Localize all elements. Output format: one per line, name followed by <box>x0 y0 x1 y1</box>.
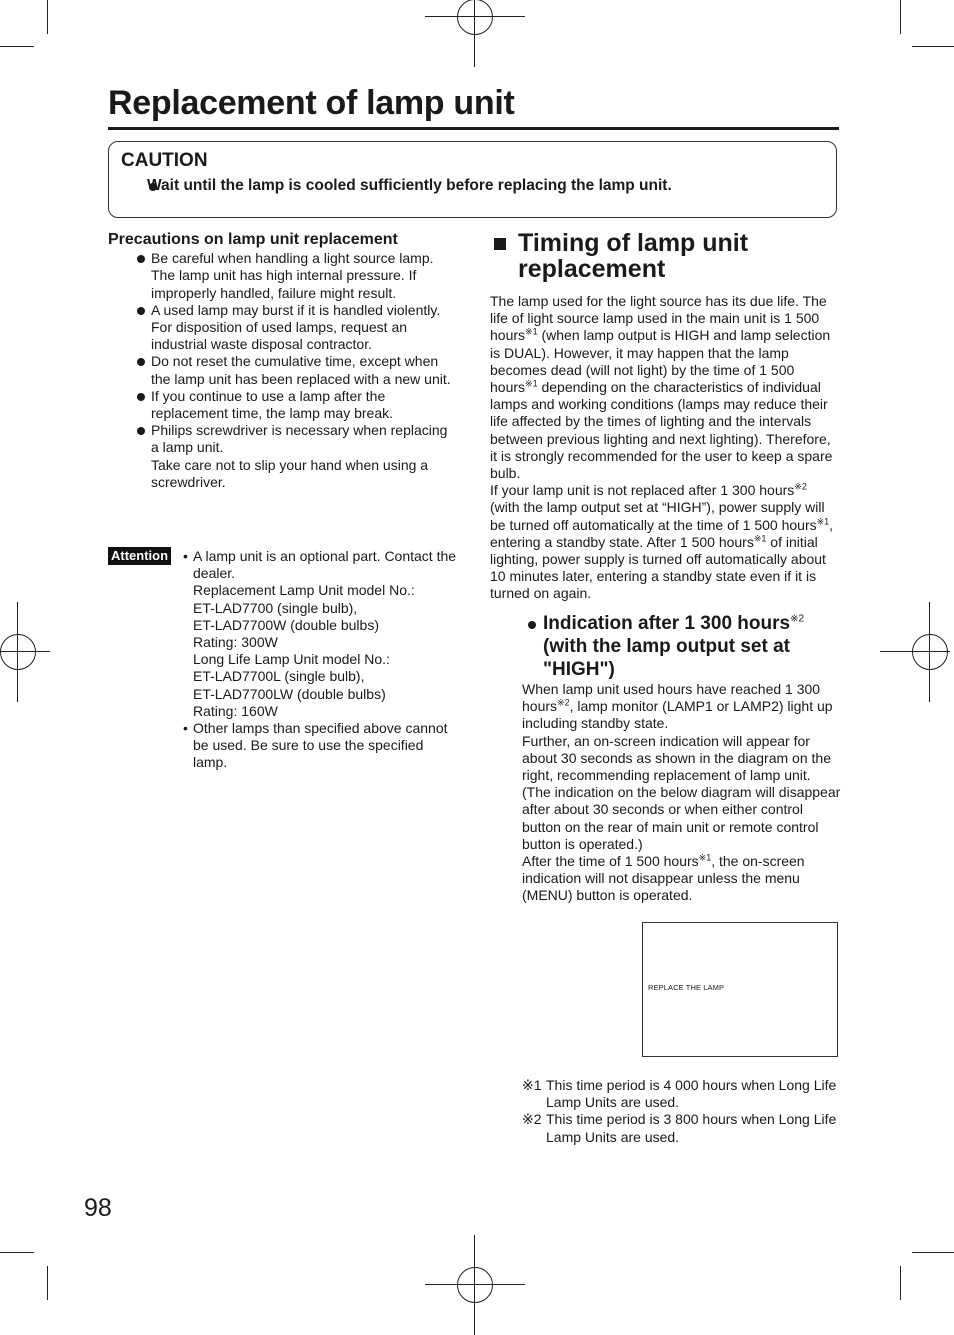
crop-mark <box>912 1252 954 1253</box>
caution-heading: CAUTION <box>121 150 208 171</box>
note-line: ET-LAD7700LW (double bulbs) <box>193 685 386 702</box>
caution-text <box>133 177 672 195</box>
footnote-mark: ※1 <box>522 1077 542 1093</box>
list-item <box>108 353 458 387</box>
onscreen-message: REPLACE THE LAMP <box>648 983 725 992</box>
list-item-line: Be careful when handling a light source lamp. <box>151 250 434 267</box>
text-run: (when lamp output is HIGH and lamp selection is DUAL). However, it may happen that the lamp becomes dead (will not light) by the time of 1 500 hours <box>490 327 831 396</box>
bullet-icon <box>137 255 145 263</box>
page-title: Replacement of lamp unit <box>108 84 515 122</box>
precautions-heading: Precautions on lamp unit replacement <box>108 231 398 248</box>
footnote-ref: ※1 <box>753 533 767 544</box>
footnotes <box>522 1077 842 1146</box>
note-line: ET-LAD7700 (single bulb), <box>193 599 358 616</box>
crop-mark <box>900 0 901 34</box>
note-line: A lamp unit is an optional part. Contact the dealer. <box>193 548 457 582</box>
timing-heading-line: replacement <box>518 255 666 283</box>
bullet-icon <box>137 393 145 401</box>
text-run: depending on the characteristics of individual lamps and working conditions (lamps may reduce their life affected by the times of lighting and the intervals between previous lighting and next lighting). Therefore, it is strongly recommended for the user to keep a spare bulb. <box>490 379 833 482</box>
footnote-ref: ※2 <box>790 613 805 625</box>
list-item <box>108 302 458 354</box>
crop-mark <box>0 1252 34 1253</box>
list-item-line: Do not reset the cumulative time, except when the lamp unit has been replaced with a new unit. <box>151 353 451 387</box>
text-run: The lamp used for the light source has its due life. The life of light source lamp used in the main unit is 1 500 hours <box>490 293 827 344</box>
indication-paragraph-4 <box>522 853 842 905</box>
page-number: 98 <box>84 1194 112 1222</box>
registration-mark-bottom <box>457 1267 493 1303</box>
timing-paragraph-2 <box>490 482 840 602</box>
caution-box <box>108 141 837 218</box>
footnote-text: This time period is 3 800 hours when Long Life Lamp Units are used. <box>546 1111 837 1145</box>
text-run: Indication after 1 300 hours <box>543 613 791 634</box>
text-run: , entering a standby state. After 1 500 hours <box>490 516 834 550</box>
footnote-ref: ※2 <box>794 481 807 492</box>
crop-mark <box>0 46 34 47</box>
footnote <box>522 1111 842 1145</box>
list-item <box>108 388 458 422</box>
text-run: (with the lamp output set at “HIGH”), power supply will be turned off automatically at the time of 1 500 hours <box>490 499 825 533</box>
bullet-icon <box>137 307 145 315</box>
indication-paragraph-1 <box>522 681 842 733</box>
text-run: (with the lamp output set at "HIGH") <box>543 636 790 680</box>
caution-text-content: Wait until the lamp is cooled sufficiently before replacing the lamp unit. <box>147 177 672 194</box>
attention-notes <box>183 548 458 772</box>
precautions-section <box>108 231 458 491</box>
text-run: After the time of 1 500 hours <box>522 853 699 870</box>
list-item-line: For disposition of used lamps, request an industrial waste disposal contractor. <box>151 319 408 353</box>
bullet-icon <box>528 621 536 629</box>
note-line: Replacement Lamp Unit model No.: <box>193 582 415 599</box>
timing-body <box>490 293 840 603</box>
note-line: Rating: 300W <box>193 634 278 651</box>
precautions-list <box>108 250 458 491</box>
indication-paragraph-3: (The indication on the below diagram will disappear after about 30 seconds or when either control button on the rear of main unit or remote control button is operated.) <box>522 784 841 852</box>
crop-mark <box>47 1266 48 1300</box>
list-item <box>183 548 458 720</box>
text-run: , lamp monitor (LAMP1 or LAMP2) light up including standby state. <box>522 698 833 732</box>
footnote-text: This time period is 4 000 hours when Long Life Lamp Units are used. <box>546 1077 837 1111</box>
registration-mark-left <box>0 634 36 670</box>
list-item <box>183 720 458 772</box>
registration-mark-right <box>912 634 948 670</box>
attention-badge: Attention <box>108 547 171 565</box>
square-bullet-icon <box>494 238 506 250</box>
list-item <box>108 422 458 491</box>
bullet-icon <box>137 358 145 366</box>
crop-mark <box>47 0 48 34</box>
footnote-ref: ※2 <box>557 697 570 708</box>
text-run: When lamp unit used hours have reached 1 300 hours <box>522 681 821 715</box>
list-item-line: If you continue to use a lamp after the replacement time, the lamp may break. <box>151 387 393 422</box>
list-item-line: A used lamp may burst if it is handled violently. <box>151 301 441 318</box>
timing-heading <box>494 230 839 282</box>
crop-mark <box>900 1266 901 1300</box>
list-item <box>108 250 458 302</box>
note-line: Long Life Lamp Unit model No.: <box>193 651 390 668</box>
crop-mark <box>912 46 954 47</box>
timing-paragraph-1 <box>490 293 840 482</box>
note-line: Rating: 160W <box>193 702 278 719</box>
onscreen-diagram <box>642 922 838 1057</box>
note-line: ET-LAD7700W (double bulbs) <box>193 616 379 633</box>
text-run: If your lamp unit is not replaced after 1 300 hours <box>490 482 795 499</box>
indication-body <box>522 681 842 905</box>
footnote-ref: ※1 <box>525 378 538 389</box>
timing-heading-line: Timing of lamp unit <box>518 229 749 257</box>
bullet-icon <box>137 427 145 435</box>
note-line: Other lamps than specified above cannot be used. Be sure to use the specified lamp. <box>193 720 448 771</box>
list-item-line: The lamp unit has high internal pressure. If improperly handled, failure might result. <box>151 267 417 301</box>
text-run: , the on-screen indication will not disappear unless the menu (MENU) button is operated. <box>522 853 805 904</box>
text-run: of initial lighting, power supply is turned off automatically about 10 minutes later, entering a standby state even if it is turned on again. <box>490 533 826 602</box>
note-bullet: • <box>183 548 188 564</box>
footnote-mark: ※2 <box>522 1111 542 1128</box>
title-rule <box>108 127 839 130</box>
footnote <box>522 1077 842 1111</box>
note-bullet: • <box>183 720 188 737</box>
list-item-line: Philips screwdriver is necessary when replacing a lamp unit. <box>151 422 448 456</box>
list-item-line: Take care not to slip your hand when using a screwdriver. <box>151 456 429 490</box>
indication-heading <box>522 612 842 681</box>
footnote-ref: ※1 <box>698 852 712 863</box>
note-line: ET-LAD7700L (single bulb), <box>193 668 365 685</box>
indication-paragraph-2: Further, an on-screen indication will appear for about 30 seconds as shown in the diagram on the right, recommending replacement of lamp unit. <box>522 732 831 784</box>
footnote-ref: ※1 <box>816 515 830 526</box>
registration-mark-top <box>457 0 493 35</box>
footnote-ref: ※1 <box>525 326 538 337</box>
